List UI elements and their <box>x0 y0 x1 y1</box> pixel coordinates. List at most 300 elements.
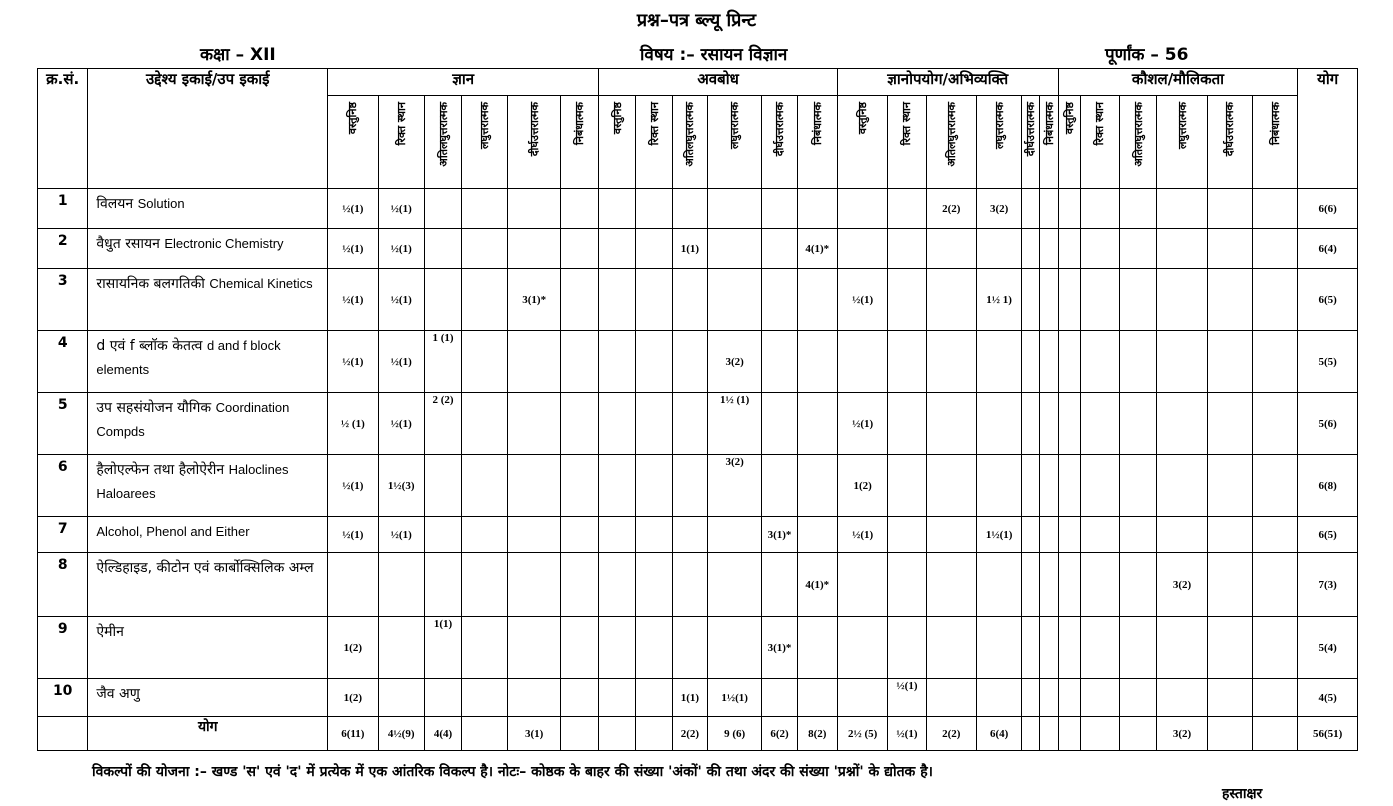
mark-cell <box>560 393 598 455</box>
mark-cell <box>926 679 976 717</box>
mark-cell <box>1022 553 1040 617</box>
header-type-cell <box>888 96 926 189</box>
mark-cell <box>837 229 887 269</box>
signature: हस्ताक्षर <box>1222 786 1263 802</box>
mark-cell <box>1207 617 1252 679</box>
mark-cell <box>1253 517 1298 553</box>
row-total <box>1298 331 1358 393</box>
mark-cell <box>462 553 508 617</box>
mark-value: 3(1)* <box>522 293 547 306</box>
mark-cell <box>560 517 598 553</box>
mark-cell <box>797 189 837 229</box>
mark-cell <box>636 553 672 617</box>
header-group-1: ज्ञान <box>328 69 599 96</box>
mark-value: 3(2) <box>725 355 744 368</box>
mark-value: 1½(3) <box>387 479 415 492</box>
header-type-cell <box>837 96 887 189</box>
mark-cell <box>1120 517 1157 553</box>
mark-cell <box>636 517 672 553</box>
mark-cell <box>560 617 598 679</box>
mark-value: 1(2) <box>343 691 362 704</box>
mark-cell <box>707 229 761 269</box>
mark-cell <box>462 269 508 331</box>
mark-cell <box>976 269 1021 331</box>
mark-cell <box>1058 455 1080 517</box>
mark-cell <box>508 517 560 553</box>
row-total-value: 5(5) <box>1318 355 1337 368</box>
mark-value: ½(1) <box>896 680 918 692</box>
row-serial: 8 <box>38 553 88 617</box>
mark-cell <box>462 679 508 717</box>
mark-cell <box>378 553 424 617</box>
mark-cell <box>508 269 560 331</box>
mark-value: ½(1) <box>896 727 918 740</box>
mark-cell <box>837 393 887 455</box>
row-serial: 3 <box>38 269 88 331</box>
row-total <box>1298 269 1358 331</box>
mark-value: ½(1) <box>342 479 364 492</box>
mark-cell <box>762 455 797 517</box>
mark-cell <box>636 617 672 679</box>
table-row <box>38 679 1358 717</box>
mark-cell <box>797 393 837 455</box>
question-type-label: रिक्त स्थान <box>647 102 661 146</box>
header-type-cell <box>976 96 1021 189</box>
mark-cell <box>1022 679 1040 717</box>
mark-cell <box>762 617 797 679</box>
mark-cell <box>1120 269 1157 331</box>
mark-value: 2½ (5) <box>847 727 878 740</box>
question-type-label: निबंधात्मक <box>1268 102 1282 145</box>
header-type-cell <box>636 96 672 189</box>
mark-cell <box>1120 393 1157 455</box>
mark-cell <box>424 331 461 393</box>
mark-value: 3(1) <box>525 727 544 740</box>
row-total-value: 6(4) <box>1318 242 1337 255</box>
mark-cell <box>1080 331 1119 393</box>
question-type-label: वस्तुनिष्ठ <box>1062 102 1076 135</box>
mark-value: 6(11) <box>341 727 365 740</box>
mark-cell <box>424 269 461 331</box>
row-unit <box>88 189 328 229</box>
mark-cell <box>599 229 636 269</box>
mark-cell <box>926 189 976 229</box>
header-type-cell <box>926 96 976 189</box>
header-type-cell <box>424 96 461 189</box>
question-type-label: वस्तुनिष्ठ <box>346 102 360 135</box>
mark-value: 1½(1) <box>721 691 748 704</box>
mark-cell <box>508 617 560 679</box>
header-group-2: अवबोध <box>599 69 838 96</box>
header-unit: उद्देश्य इकाई/उप इकाई <box>88 69 328 189</box>
mark-value: ½(1) <box>342 528 364 541</box>
mark-cell <box>672 617 707 679</box>
row-total <box>1298 393 1358 455</box>
mark-cell <box>508 455 560 517</box>
row-total-value: 6(5) <box>1318 293 1337 306</box>
mark-cell <box>1253 553 1298 617</box>
table-row <box>38 269 1358 331</box>
mark-cell <box>1040 189 1058 229</box>
unit-name-hindi: रासायनिक बलगतिकी <box>96 276 205 292</box>
mark-value: ½(1) <box>342 202 364 215</box>
mark-cell <box>599 189 636 229</box>
total-cell <box>560 717 598 751</box>
total-cell <box>1253 717 1298 751</box>
row-unit <box>88 553 328 617</box>
row-total-value: 5(6) <box>1318 417 1337 430</box>
mark-cell <box>508 679 560 717</box>
totals-row <box>38 717 1358 751</box>
row-serial: 6 <box>38 455 88 517</box>
mark-cell <box>1040 679 1058 717</box>
mark-cell <box>1040 517 1058 553</box>
mark-cell <box>1207 553 1252 617</box>
mark-cell <box>1253 189 1298 229</box>
mark-cell <box>636 189 672 229</box>
row-serial: 9 <box>38 617 88 679</box>
header-type-cell <box>560 96 598 189</box>
mark-cell <box>599 331 636 393</box>
mark-cell <box>888 517 926 553</box>
mark-cell <box>378 617 424 679</box>
header-type-cell <box>1022 96 1040 189</box>
mark-value: 1½ 1) <box>986 293 1012 306</box>
mark-cell <box>424 617 461 679</box>
mark-value: 1(2) <box>343 641 362 654</box>
blueprint-table <box>37 68 1358 751</box>
unit-name-english: Solution <box>137 196 185 211</box>
mark-value: 3(2) <box>989 202 1009 215</box>
mark-cell <box>1157 617 1207 679</box>
mark-cell <box>462 189 508 229</box>
total-cell <box>1022 717 1040 751</box>
mark-cell <box>560 553 598 617</box>
mark-cell <box>976 455 1021 517</box>
mark-cell <box>1207 189 1252 229</box>
mark-cell <box>797 617 837 679</box>
mark-cell <box>636 269 672 331</box>
total-cell <box>1157 717 1207 751</box>
mark-cell <box>762 517 797 553</box>
total-cell <box>462 717 508 751</box>
mark-cell <box>560 331 598 393</box>
mark-cell <box>707 455 761 517</box>
row-serial: 10 <box>38 679 88 717</box>
mark-cell <box>1058 553 1080 617</box>
question-type-label: दीर्घउत्तरात्मक <box>773 102 786 157</box>
mark-cell <box>1080 679 1119 717</box>
row-unit <box>88 331 328 393</box>
mark-cell <box>1040 269 1058 331</box>
row-total-value: 5(4) <box>1318 641 1337 654</box>
mark-cell <box>378 189 424 229</box>
grand-total-value: 56(51) <box>1313 727 1343 740</box>
total-cell <box>1040 717 1058 751</box>
mark-cell <box>378 331 424 393</box>
mark-cell <box>762 189 797 229</box>
row-unit <box>88 517 328 553</box>
mark-cell <box>797 553 837 617</box>
mark-cell <box>976 517 1021 553</box>
row-serial: 2 <box>38 229 88 269</box>
mark-value: 1(1) <box>433 618 453 630</box>
question-type-label: रिक्त स्थान <box>1093 102 1107 146</box>
mark-cell <box>1058 229 1080 269</box>
mark-cell <box>672 553 707 617</box>
footer-note: विकल्पों की योजना :– खण्ड 'स' एवं 'द' में प्रत्येक में एक आंतरिक विकल्प है। नोटः– कोष्ठक के बाहर की संख्या 'अंकों' की तथा अंदर की संख्या 'प्रश्नों' के द्योतक है। <box>92 764 933 780</box>
mark-value: ½(1) <box>390 293 412 306</box>
mark-cell <box>1058 679 1080 717</box>
mark-cell <box>672 269 707 331</box>
mark-cell <box>888 393 926 455</box>
total-cell <box>762 717 797 751</box>
total-cell <box>1080 717 1119 751</box>
mark-cell <box>672 331 707 393</box>
mark-cell <box>1207 679 1252 717</box>
total-cell <box>926 717 976 751</box>
mark-cell <box>837 189 887 229</box>
mark-cell <box>1080 393 1119 455</box>
mark-cell <box>837 553 887 617</box>
question-type-label: लघुत्तरात्मक <box>992 102 1006 150</box>
total-cell <box>1058 717 1080 751</box>
mark-cell <box>462 517 508 553</box>
mark-cell <box>328 189 378 229</box>
mark-value: 4(1)* <box>805 578 830 591</box>
mark-cell <box>1120 189 1157 229</box>
mark-cell <box>1120 679 1157 717</box>
mark-cell <box>1253 331 1298 393</box>
row-total-value: 6(8) <box>1318 479 1337 492</box>
unit-name-hindi: ऐल्डिहाइड, कीटोन एवं कार्बोक्सिलिक अम्ल <box>96 560 314 576</box>
mark-cell <box>1080 229 1119 269</box>
mark-cell <box>672 393 707 455</box>
mark-cell <box>328 455 378 517</box>
mark-cell <box>1022 331 1040 393</box>
mark-cell <box>328 553 378 617</box>
mark-cell <box>888 617 926 679</box>
row-unit <box>88 229 328 269</box>
mark-cell <box>636 393 672 455</box>
mark-value: ½(1) <box>390 202 412 215</box>
total-cell <box>599 717 636 751</box>
mark-cell <box>837 617 887 679</box>
question-type-label: रिक्त स्थान <box>394 102 408 146</box>
header-group-3: ज्ञानोपयोग/अभिव्यक्ति <box>837 69 1058 96</box>
mark-cell <box>462 617 508 679</box>
mark-value: 6(2) <box>770 727 789 740</box>
mark-cell <box>1253 393 1298 455</box>
mark-cell <box>797 679 837 717</box>
mark-cell <box>508 553 560 617</box>
mark-cell <box>1058 189 1080 229</box>
row-total <box>1298 189 1358 229</box>
mark-cell <box>762 393 797 455</box>
mark-cell <box>1120 553 1157 617</box>
mark-cell <box>707 331 761 393</box>
mark-cell <box>1157 393 1207 455</box>
mark-cell <box>1157 269 1207 331</box>
question-type-label: निबंधात्मक <box>573 102 587 145</box>
mark-value: 1 (1) <box>432 332 454 344</box>
row-total-value: 6(5) <box>1318 528 1337 541</box>
header-type-cell <box>1120 96 1157 189</box>
mark-cell <box>926 617 976 679</box>
mark-cell <box>378 679 424 717</box>
mark-cell <box>599 455 636 517</box>
mark-value: ½(1) <box>852 528 874 541</box>
mark-cell <box>926 517 976 553</box>
row-serial: 1 <box>38 189 88 229</box>
mark-cell <box>1157 229 1207 269</box>
mark-cell <box>1253 679 1298 717</box>
mark-cell <box>560 229 598 269</box>
row-unit <box>88 269 328 331</box>
mark-cell <box>672 189 707 229</box>
mark-cell <box>1157 331 1207 393</box>
mark-cell <box>1253 617 1298 679</box>
mark-cell <box>462 229 508 269</box>
mark-cell <box>1022 617 1040 679</box>
mark-cell <box>599 393 636 455</box>
mark-cell <box>707 617 761 679</box>
total-cell <box>888 717 926 751</box>
mark-value: 2(2) <box>680 727 700 740</box>
mark-cell <box>762 229 797 269</box>
mark-cell <box>888 455 926 517</box>
row-serial: 5 <box>38 393 88 455</box>
mark-cell <box>926 229 976 269</box>
mark-value: 1½(1) <box>985 528 1013 541</box>
mark-cell <box>1040 617 1058 679</box>
mark-cell <box>508 393 560 455</box>
table-row <box>38 393 1358 455</box>
mark-value: 1½ (1) <box>720 394 750 406</box>
mark-cell <box>707 393 761 455</box>
mark-cell <box>599 617 636 679</box>
mark-cell <box>424 553 461 617</box>
mark-cell <box>926 269 976 331</box>
total-cell <box>636 717 672 751</box>
mark-value: 4½(9) <box>387 727 415 740</box>
mark-value: 4(4) <box>433 727 453 740</box>
row-serial: 4 <box>38 331 88 393</box>
header-type-cell <box>1058 96 1080 189</box>
row-unit <box>88 617 328 679</box>
mark-cell <box>888 331 926 393</box>
mark-cell <box>837 679 887 717</box>
mark-cell <box>888 269 926 331</box>
mark-cell <box>1157 455 1207 517</box>
mark-cell <box>837 269 887 331</box>
mark-cell <box>378 517 424 553</box>
question-type-label: लघुत्तरात्मक <box>478 102 492 150</box>
header-type-cell <box>1040 96 1058 189</box>
header-type-cell <box>462 96 508 189</box>
mark-value: 3(1)* <box>767 641 792 654</box>
mark-value: 4(1)* <box>805 242 830 255</box>
mark-cell <box>328 517 378 553</box>
question-type-label: वस्तुनिष्ठ <box>856 102 870 135</box>
class-label: कक्षा – XII <box>200 45 276 65</box>
mark-cell <box>976 617 1021 679</box>
row-serial: 7 <box>38 517 88 553</box>
mark-cell <box>1207 517 1252 553</box>
mark-value: ½(1) <box>342 293 364 306</box>
mark-cell <box>560 455 598 517</box>
mark-value: ½(1) <box>390 417 412 430</box>
mark-cell <box>707 517 761 553</box>
mark-cell <box>762 679 797 717</box>
mark-cell <box>424 393 461 455</box>
mark-cell <box>599 679 636 717</box>
mark-cell <box>837 517 887 553</box>
mark-value: 3(1)* <box>767 528 792 541</box>
page-title: प्रश्न–पत्र ब्ल्यू प्रिन्ट <box>636 10 757 31</box>
mark-cell <box>707 269 761 331</box>
mark-cell <box>1080 189 1119 229</box>
mark-cell <box>926 553 976 617</box>
total-cell <box>797 717 837 751</box>
total-cell <box>508 717 560 751</box>
unit-name-english: Chemical Kinetics <box>209 276 313 291</box>
mark-cell <box>1120 229 1157 269</box>
mark-cell <box>1040 553 1058 617</box>
question-type-label: निबंधात्मक <box>810 102 824 145</box>
mark-cell <box>1080 617 1119 679</box>
mark-cell <box>599 269 636 331</box>
row-total-value: 6(6) <box>1318 202 1337 215</box>
unit-name-english: Haloclines Haloarees <box>96 462 289 501</box>
header-total: योग <box>1298 69 1358 189</box>
mark-cell <box>328 331 378 393</box>
mark-cell <box>672 455 707 517</box>
mark-cell <box>1022 269 1040 331</box>
question-type-label: अतिलघुत्तरात्मक <box>944 102 958 167</box>
table-row <box>38 189 1358 229</box>
mark-cell <box>636 679 672 717</box>
mark-cell <box>1120 455 1157 517</box>
mark-cell <box>636 331 672 393</box>
totals-blank <box>38 717 88 751</box>
mark-cell <box>1120 617 1157 679</box>
total-cell <box>1120 717 1157 751</box>
question-type-label: अतिलघुत्तरात्मक <box>436 102 450 167</box>
mark-value: 2(2) <box>942 202 961 215</box>
mark-cell <box>797 229 837 269</box>
mark-value: ½(1) <box>390 242 412 255</box>
mark-cell <box>976 189 1021 229</box>
mark-cell <box>1207 229 1252 269</box>
mark-cell <box>926 455 976 517</box>
mark-cell <box>797 455 837 517</box>
mark-cell <box>1253 269 1298 331</box>
mark-cell <box>378 393 424 455</box>
mark-cell <box>1253 455 1298 517</box>
mark-cell <box>1040 393 1058 455</box>
mark-cell <box>926 331 976 393</box>
table-row <box>38 331 1358 393</box>
mark-cell <box>1022 393 1040 455</box>
mark-cell <box>1080 517 1119 553</box>
mark-cell <box>1120 331 1157 393</box>
mark-cell <box>976 393 1021 455</box>
mark-cell <box>1253 229 1298 269</box>
mark-value: ½(1) <box>390 528 412 541</box>
total-cell <box>672 717 707 751</box>
row-unit <box>88 679 328 717</box>
